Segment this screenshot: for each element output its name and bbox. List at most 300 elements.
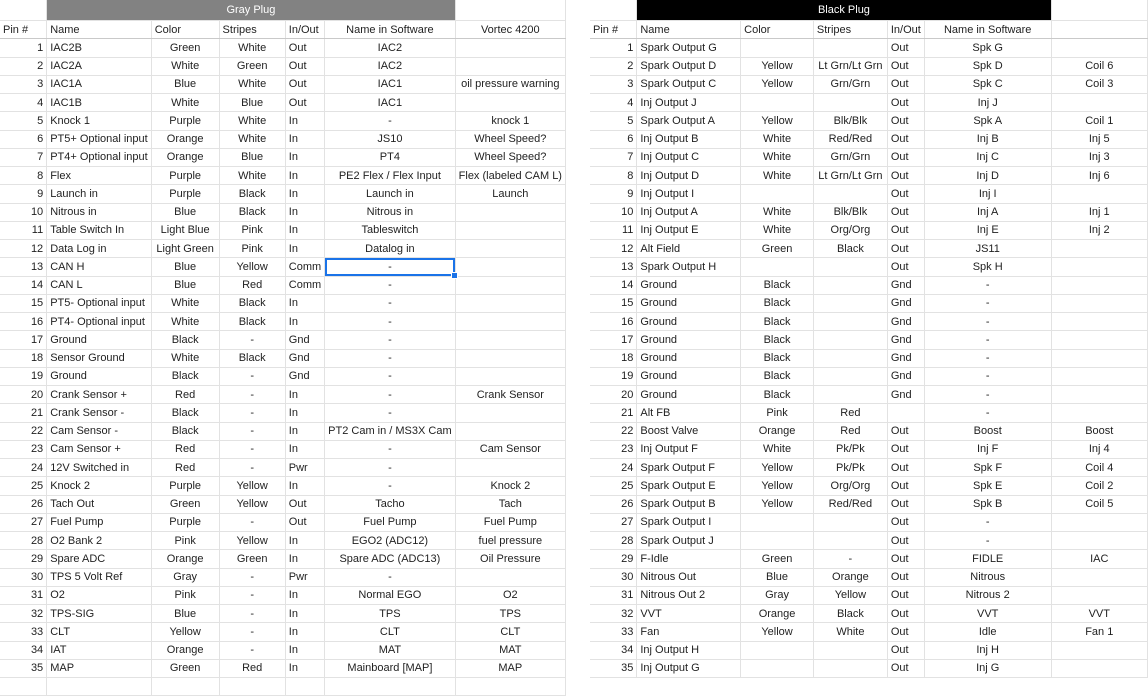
cell-name[interactable]: Spark Output C: [637, 75, 741, 93]
cell-pin[interactable]: 34: [0, 641, 47, 659]
cell-pin[interactable]: 4: [590, 94, 637, 112]
header-name[interactable]: Name: [47, 21, 152, 39]
cell-notes[interactable]: O2: [455, 586, 565, 604]
cell-name[interactable]: MAP: [47, 659, 152, 677]
cell-notes[interactable]: [1051, 276, 1147, 294]
cell-in-out[interactable]: In: [285, 422, 324, 440]
cell-name[interactable]: Ground: [637, 276, 741, 294]
cell-in-out[interactable]: Comm: [285, 276, 324, 294]
cell-color[interactable]: Yellow: [741, 112, 814, 130]
cell-name[interactable]: Spark Output J: [637, 532, 741, 550]
cell-notes[interactable]: [1051, 532, 1147, 550]
cell-name[interactable]: O2: [47, 586, 152, 604]
cell-pin[interactable]: 29: [590, 550, 637, 568]
cell-notes[interactable]: Inj 1: [1051, 203, 1147, 221]
cell-color[interactable]: White: [151, 94, 219, 112]
cell-software-name[interactable]: IAC1: [325, 94, 455, 112]
cell-stripes[interactable]: -: [219, 586, 285, 604]
cell-color[interactable]: Green: [151, 659, 219, 677]
cell-in-out[interactable]: In: [285, 586, 324, 604]
cell-name[interactable]: VVT: [637, 605, 741, 623]
cell-software-name[interactable]: -: [325, 404, 455, 422]
cell-pin[interactable]: 35: [0, 659, 47, 677]
cell-in-out[interactable]: In: [285, 605, 324, 623]
cell-notes[interactable]: [1051, 659, 1147, 677]
cell-pin[interactable]: 7: [0, 148, 47, 166]
cell-color[interactable]: White: [151, 294, 219, 312]
cell-pin[interactable]: 26: [590, 495, 637, 513]
header-in-out[interactable]: In/Out: [887, 21, 924, 39]
cell-stripes[interactable]: Red: [219, 276, 285, 294]
cell-stripes[interactable]: Blue: [219, 148, 285, 166]
cell-color[interactable]: White: [741, 167, 814, 185]
cell-stripes[interactable]: -: [219, 331, 285, 349]
cell-software-name[interactable]: IAC2: [325, 57, 455, 75]
header-pin[interactable]: Pin #: [0, 21, 47, 39]
cell-color[interactable]: Black: [741, 313, 814, 331]
cell-in-out[interactable]: Out: [887, 586, 924, 604]
cell-in-out[interactable]: Gnd: [285, 349, 324, 367]
cell-software-name[interactable]: -: [924, 367, 1051, 385]
cell-pin[interactable]: 30: [590, 568, 637, 586]
cell-name[interactable]: Flex: [47, 167, 152, 185]
cell-notes[interactable]: [1051, 404, 1147, 422]
cell-software-name[interactable]: Spare ADC (ADC13): [325, 550, 455, 568]
cell-pin[interactable]: 23: [0, 440, 47, 458]
cell-stripes[interactable]: -: [219, 513, 285, 531]
cell-name[interactable]: Inj Output F: [637, 440, 741, 458]
cell-color[interactable]: Light Green: [151, 240, 219, 258]
cell-notes[interactable]: Wheel Speed?: [455, 148, 565, 166]
cell-stripes[interactable]: -: [219, 568, 285, 586]
cell-notes[interactable]: Inj 5: [1051, 130, 1147, 148]
cell-color[interactable]: [741, 641, 814, 659]
cell-in-out[interactable]: Out: [887, 605, 924, 623]
cell-notes[interactable]: Inj 3: [1051, 148, 1147, 166]
cell-name[interactable]: Inj Output G: [637, 659, 741, 677]
cell-in-out[interactable]: In: [285, 386, 324, 404]
cell-name[interactable]: Spark Output B: [637, 495, 741, 513]
cell-in-out[interactable]: [285, 678, 324, 696]
cell-notes[interactable]: CLT: [455, 623, 565, 641]
cell-pin[interactable]: 12: [590, 240, 637, 258]
cell-pin[interactable]: 20: [590, 386, 637, 404]
cell-color[interactable]: Purple: [151, 477, 219, 495]
cell-notes[interactable]: Coil 3: [1051, 75, 1147, 93]
cell-stripes[interactable]: Lt Grn/Lt Grn: [813, 167, 887, 185]
cell-notes[interactable]: [1051, 294, 1147, 312]
cell-software-name[interactable]: MAT: [325, 641, 455, 659]
cell-stripes[interactable]: Yellow: [219, 258, 285, 276]
cell-stripes[interactable]: Yellow: [813, 586, 887, 604]
cell-color[interactable]: Black: [151, 422, 219, 440]
cell-software-name[interactable]: Inj C: [924, 148, 1051, 166]
cell-stripes[interactable]: Black: [219, 313, 285, 331]
cell-stripes[interactable]: Pk/Pk: [813, 459, 887, 477]
cell-stripes[interactable]: Org/Org: [813, 221, 887, 239]
cell-pin[interactable]: 15: [0, 294, 47, 312]
cell-software-name[interactable]: -: [325, 568, 455, 586]
cell-pin[interactable]: 2: [590, 57, 637, 75]
cell-software-name[interactable]: Tableswitch: [325, 221, 455, 239]
cell-stripes[interactable]: -: [219, 386, 285, 404]
cell-color[interactable]: Light Blue: [151, 221, 219, 239]
cell-pin[interactable]: 16: [590, 313, 637, 331]
cell-notes[interactable]: Coil 2: [1051, 477, 1147, 495]
header-notes[interactable]: Vortec 4200: [455, 21, 565, 39]
cell-pin[interactable]: 13: [0, 258, 47, 276]
cell-in-out[interactable]: In: [285, 313, 324, 331]
cell-software-name[interactable]: Inj J: [924, 94, 1051, 112]
cell-in-out[interactable]: Out: [887, 513, 924, 531]
cell-notes[interactable]: [455, 422, 565, 440]
cell-color[interactable]: Purple: [151, 513, 219, 531]
cell-stripes[interactable]: White: [219, 112, 285, 130]
cell-pin[interactable]: 28: [0, 532, 47, 550]
cell-name[interactable]: Knock 2: [47, 477, 152, 495]
cell-software-name[interactable]: Inj I: [924, 185, 1051, 203]
cell-notes[interactable]: [455, 39, 565, 57]
cell-notes[interactable]: [455, 240, 565, 258]
cell-stripes[interactable]: White: [219, 75, 285, 93]
cell-name[interactable]: [47, 678, 152, 696]
cell-name[interactable]: Ground: [47, 367, 152, 385]
cell-notes[interactable]: Coil 6: [1051, 57, 1147, 75]
cell-color[interactable]: Orange: [741, 605, 814, 623]
cell-name[interactable]: Crank Sensor -: [47, 404, 152, 422]
cell-stripes[interactable]: [813, 94, 887, 112]
cell-stripes[interactable]: [813, 513, 887, 531]
cell-pin[interactable]: 8: [0, 167, 47, 185]
cell-pin[interactable]: 32: [0, 605, 47, 623]
cell-name[interactable]: IAC1A: [47, 75, 152, 93]
cell-notes[interactable]: MAT: [455, 641, 565, 659]
cell-software-name[interactable]: Inj A: [924, 203, 1051, 221]
cell-color[interactable]: Blue: [151, 258, 219, 276]
cell-software-name[interactable]: Normal EGO: [325, 586, 455, 604]
cell-name[interactable]: IAC1B: [47, 94, 152, 112]
cell-color[interactable]: [741, 659, 814, 677]
cell[interactable]: [1051, 0, 1147, 21]
header-software-name[interactable]: Name in Software: [325, 21, 455, 39]
cell-stripes[interactable]: Blk/Blk: [813, 203, 887, 221]
cell-color[interactable]: Purple: [151, 167, 219, 185]
cell-stripes[interactable]: -: [813, 550, 887, 568]
cell-in-out[interactable]: Out: [887, 440, 924, 458]
fill-handle[interactable]: [451, 272, 458, 279]
cell-software-name[interactable]: Mainboard [MAP]: [325, 659, 455, 677]
cell-stripes[interactable]: Yellow: [219, 477, 285, 495]
cell-software-name[interactable]: Inj B: [924, 130, 1051, 148]
cell-pin[interactable]: 1: [590, 39, 637, 57]
cell-notes[interactable]: [455, 313, 565, 331]
cell-color[interactable]: Yellow: [151, 623, 219, 641]
cell-in-out[interactable]: Comm: [285, 258, 324, 276]
cell-software-name[interactable]: JS11: [924, 240, 1051, 258]
cell-name[interactable]: Ground: [637, 294, 741, 312]
cell-notes[interactable]: [455, 678, 565, 696]
cell-name[interactable]: PT5+ Optional input: [47, 130, 152, 148]
cell-software-name[interactable]: Inj H: [924, 641, 1051, 659]
cell-in-out[interactable]: Out: [887, 641, 924, 659]
cell-name[interactable]: Ground: [47, 331, 152, 349]
cell-stripes[interactable]: Green: [219, 550, 285, 568]
cell-notes[interactable]: [1051, 331, 1147, 349]
cell-in-out[interactable]: Out: [887, 112, 924, 130]
cell-name[interactable]: Spark Output I: [637, 513, 741, 531]
cell-in-out[interactable]: In: [285, 148, 324, 166]
cell-in-out[interactable]: Out: [285, 94, 324, 112]
cell-software-name[interactable]: -: [924, 276, 1051, 294]
cell-name[interactable]: TPS-SIG: [47, 605, 152, 623]
cell-stripes[interactable]: [813, 659, 887, 677]
cell-in-out[interactable]: Out: [887, 258, 924, 276]
cell[interactable]: [590, 0, 637, 21]
cell-pin[interactable]: 2: [0, 57, 47, 75]
cell-stripes[interactable]: Grn/Grn: [813, 148, 887, 166]
cell-notes[interactable]: Knock 2: [455, 477, 565, 495]
cell-name[interactable]: Sensor Ground: [47, 349, 152, 367]
cell-name[interactable]: Inj Output A: [637, 203, 741, 221]
cell-notes[interactable]: [1051, 185, 1147, 203]
cell-stripes[interactable]: Blue: [219, 94, 285, 112]
cell-name[interactable]: Ground: [637, 386, 741, 404]
cell-name[interactable]: Spark Output H: [637, 258, 741, 276]
cell-stripes[interactable]: Black: [219, 294, 285, 312]
cell-in-out[interactable]: Out: [887, 94, 924, 112]
cell-stripes[interactable]: Blk/Blk: [813, 112, 887, 130]
cell-pin[interactable]: [0, 678, 47, 696]
cell-pin[interactable]: 34: [590, 641, 637, 659]
cell-name[interactable]: O2 Bank 2: [47, 532, 152, 550]
cell-pin[interactable]: 22: [0, 422, 47, 440]
cell-notes[interactable]: [1051, 39, 1147, 57]
cell-software-name[interactable]: FIDLE: [924, 550, 1051, 568]
cell-pin[interactable]: 24: [0, 459, 47, 477]
cell-stripes[interactable]: [219, 678, 285, 696]
cell-color[interactable]: Blue: [151, 203, 219, 221]
cell-pin[interactable]: 23: [590, 440, 637, 458]
cell-stripes[interactable]: -: [219, 623, 285, 641]
cell-name[interactable]: Inj Output H: [637, 641, 741, 659]
cell-color[interactable]: White: [741, 148, 814, 166]
cell-in-out[interactable]: Out: [887, 148, 924, 166]
cell-software-name[interactable]: IAC1: [325, 75, 455, 93]
cell-notes[interactable]: [455, 349, 565, 367]
cell-notes[interactable]: Wheel Speed?: [455, 130, 565, 148]
cell-name[interactable]: Knock 1: [47, 112, 152, 130]
cell-stripes[interactable]: -: [219, 641, 285, 659]
cell-notes[interactable]: [1051, 258, 1147, 276]
cell-software-name[interactable]: -: [325, 367, 455, 385]
cell-notes[interactable]: Boost: [1051, 422, 1147, 440]
cell-pin[interactable]: 21: [0, 404, 47, 422]
cell-in-out[interactable]: Gnd: [285, 331, 324, 349]
cell-color[interactable]: Gray: [151, 568, 219, 586]
cell-software-name[interactable]: Spk F: [924, 459, 1051, 477]
cell-software-name[interactable]: -: [924, 331, 1051, 349]
cell-in-out[interactable]: In: [285, 167, 324, 185]
cell-software-name[interactable]: -: [325, 331, 455, 349]
cell-in-out[interactable]: In: [285, 130, 324, 148]
cell-software-name[interactable]: -: [325, 349, 455, 367]
cell-color[interactable]: Black: [151, 367, 219, 385]
cell-notes[interactable]: knock 1: [455, 112, 565, 130]
cell-color[interactable]: [741, 94, 814, 112]
cell-software-name[interactable]: IAC2: [325, 39, 455, 57]
cell-in-out[interactable]: Gnd: [887, 331, 924, 349]
cell-stripes[interactable]: [813, 185, 887, 203]
cell-stripes[interactable]: Yellow: [219, 495, 285, 513]
header-stripes[interactable]: Stripes: [219, 21, 285, 39]
cell-notes[interactable]: [1051, 367, 1147, 385]
cell-stripes[interactable]: Black: [813, 240, 887, 258]
cell-color[interactable]: Yellow: [741, 623, 814, 641]
cell-stripes[interactable]: Pk/Pk: [813, 440, 887, 458]
cell-pin[interactable]: 18: [0, 349, 47, 367]
cell-name[interactable]: IAT: [47, 641, 152, 659]
cell-notes[interactable]: Coil 1: [1051, 112, 1147, 130]
cell-software-name[interactable]: -: [924, 386, 1051, 404]
cell-stripes[interactable]: -: [219, 404, 285, 422]
header-stripes[interactable]: Stripes: [813, 21, 887, 39]
cell-pin[interactable]: 16: [0, 313, 47, 331]
cell-name[interactable]: Inj Output C: [637, 148, 741, 166]
cell-in-out[interactable]: Out: [887, 495, 924, 513]
cell-pin[interactable]: 27: [0, 513, 47, 531]
cell-in-out[interactable]: Out: [887, 659, 924, 677]
cell-in-out[interactable]: Gnd: [887, 349, 924, 367]
cell-pin[interactable]: 15: [590, 294, 637, 312]
cell-color[interactable]: Yellow: [741, 477, 814, 495]
cell-software-name[interactable]: Inj E: [924, 221, 1051, 239]
cell-pin[interactable]: 19: [590, 367, 637, 385]
cell-name[interactable]: Spark Output A: [637, 112, 741, 130]
cell-notes[interactable]: Inj 6: [1051, 167, 1147, 185]
cell-name[interactable]: Inj Output B: [637, 130, 741, 148]
cell-in-out[interactable]: Out: [887, 422, 924, 440]
cell-notes[interactable]: Tach: [455, 495, 565, 513]
cell-name[interactable]: Fan: [637, 623, 741, 641]
cell-notes[interactable]: [455, 94, 565, 112]
cell-software-name[interactable]: -: [924, 313, 1051, 331]
cell-stripes[interactable]: [813, 294, 887, 312]
cell-notes[interactable]: [455, 258, 565, 276]
cell-software-name[interactable]: Inj D: [924, 167, 1051, 185]
cell-name[interactable]: Fuel Pump: [47, 513, 152, 531]
cell-stripes[interactable]: [813, 386, 887, 404]
header-color[interactable]: Color: [151, 21, 219, 39]
cell-software-name[interactable]: -: [325, 112, 455, 130]
cell-color[interactable]: Blue: [151, 605, 219, 623]
cell-name[interactable]: Inj Output E: [637, 221, 741, 239]
cell-notes[interactable]: [1051, 349, 1147, 367]
cell-in-out[interactable]: Out: [285, 495, 324, 513]
cell-pin[interactable]: 29: [0, 550, 47, 568]
cell-in-out[interactable]: [887, 404, 924, 422]
cell-in-out[interactable]: Out: [887, 57, 924, 75]
cell-pin[interactable]: 4: [0, 94, 47, 112]
cell-software-name[interactable]: Tacho: [325, 495, 455, 513]
cell-color[interactable]: Black: [151, 331, 219, 349]
cell-stripes[interactable]: White: [219, 39, 285, 57]
cell-color[interactable]: Black: [741, 349, 814, 367]
cell-color[interactable]: Red: [151, 386, 219, 404]
cell-in-out[interactable]: Out: [887, 459, 924, 477]
cell-name[interactable]: Cam Sensor -: [47, 422, 152, 440]
cell-in-out[interactable]: Out: [887, 75, 924, 93]
cell-name[interactable]: CLT: [47, 623, 152, 641]
cell-name[interactable]: Spark Output F: [637, 459, 741, 477]
cell-software-name[interactable]: Fuel Pump: [325, 513, 455, 531]
cell-color[interactable]: Blue: [741, 568, 814, 586]
cell-name[interactable]: Ground: [637, 349, 741, 367]
cell-in-out[interactable]: In: [285, 203, 324, 221]
cell-pin[interactable]: 25: [0, 477, 47, 495]
cell-stripes[interactable]: Red/Red: [813, 495, 887, 513]
cell-pin[interactable]: 33: [0, 623, 47, 641]
cell-color[interactable]: [741, 532, 814, 550]
cell-in-out[interactable]: In: [285, 477, 324, 495]
cell-color[interactable]: Green: [741, 240, 814, 258]
cell-notes[interactable]: Fuel Pump: [455, 513, 565, 531]
cell-stripes[interactable]: Grn/Grn: [813, 75, 887, 93]
cell-notes[interactable]: Oil Pressure: [455, 550, 565, 568]
cell-name[interactable]: Ground: [637, 331, 741, 349]
cell-stripes[interactable]: Yellow: [219, 532, 285, 550]
cell-software-name[interactable]: Nitrous: [924, 568, 1051, 586]
cell-pin[interactable]: 18: [590, 349, 637, 367]
cell-software-name[interactable]: -: [924, 513, 1051, 531]
cell-in-out[interactable]: Gnd: [887, 386, 924, 404]
cell-software-name[interactable]: Spk H: [924, 258, 1051, 276]
cell-color[interactable]: Orange: [151, 641, 219, 659]
cell-stripes[interactable]: -: [219, 367, 285, 385]
cell-software-name[interactable]: -: [325, 386, 455, 404]
cell-in-out[interactable]: Out: [887, 568, 924, 586]
cell-in-out[interactable]: In: [285, 659, 324, 677]
cell-software-name[interactable]: PT2 Cam in / MS3X Cam: [325, 422, 455, 440]
cell-pin[interactable]: 33: [590, 623, 637, 641]
cell-notes[interactable]: [455, 221, 565, 239]
cell-software-name[interactable]: Nitrous 2: [924, 586, 1051, 604]
cell-software-name[interactable]: EGO2 (ADC12): [325, 532, 455, 550]
cell-notes[interactable]: [455, 57, 565, 75]
cell-notes[interactable]: [1051, 586, 1147, 604]
cell-color[interactable]: [741, 39, 814, 57]
cell-pin[interactable]: 10: [590, 203, 637, 221]
cell-notes[interactable]: [1051, 641, 1147, 659]
cell-software-name[interactable]: -: [924, 404, 1051, 422]
cell-stripes[interactable]: [813, 39, 887, 57]
cell-pin[interactable]: 20: [0, 386, 47, 404]
cell-name[interactable]: Data Log in: [47, 240, 152, 258]
cell-pin[interactable]: 17: [590, 331, 637, 349]
cell-color[interactable]: Green: [151, 39, 219, 57]
cell-stripes[interactable]: Red: [813, 422, 887, 440]
cell-pin[interactable]: 27: [590, 513, 637, 531]
cell-notes[interactable]: Crank Sensor: [455, 386, 565, 404]
cell-name[interactable]: 12V Switched in: [47, 459, 152, 477]
cell-name[interactable]: Inj Output D: [637, 167, 741, 185]
cell-color[interactable]: Green: [151, 495, 219, 513]
cell-name[interactable]: F-Idle: [637, 550, 741, 568]
cell-stripes[interactable]: Org/Org: [813, 477, 887, 495]
cell-pin[interactable]: 30: [0, 568, 47, 586]
cell-software-name[interactable]: Boost: [924, 422, 1051, 440]
cell-color[interactable]: White: [151, 313, 219, 331]
cell-color[interactable]: Black: [151, 404, 219, 422]
